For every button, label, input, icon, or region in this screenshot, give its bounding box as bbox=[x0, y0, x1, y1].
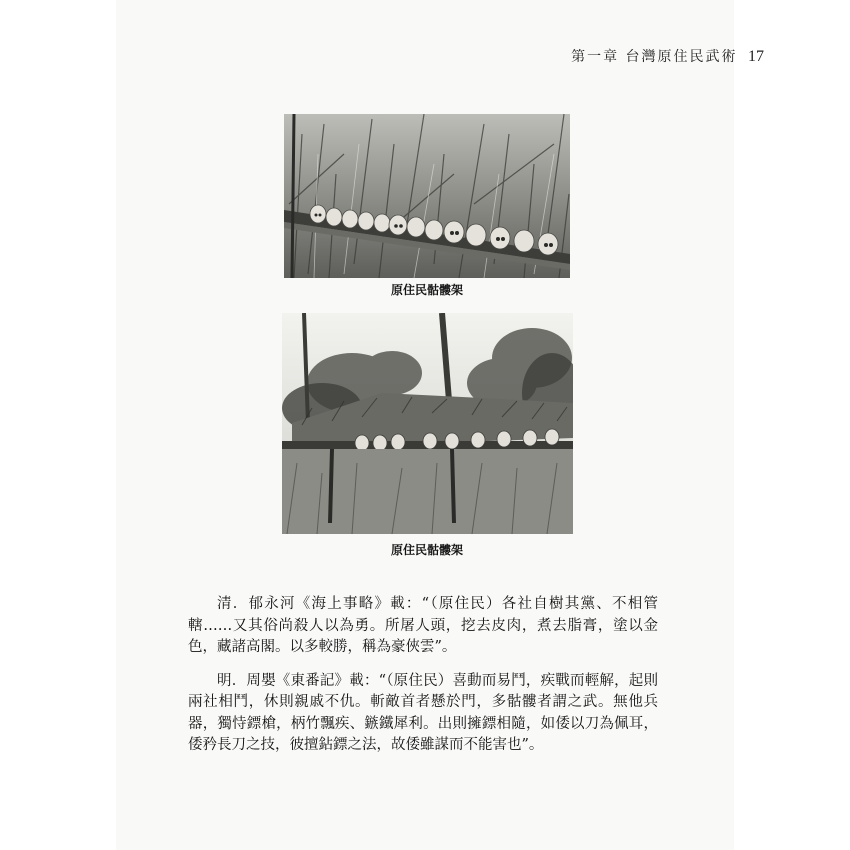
running-header bbox=[571, 46, 764, 66]
skull-rack-photo-1 bbox=[284, 114, 570, 278]
page-number: 17 bbox=[748, 48, 764, 65]
chapter-title: 第一章 台灣原住民武術 bbox=[571, 49, 738, 65]
body-text bbox=[188, 594, 658, 769]
photo-caption-1: 原住民骷髏架 bbox=[390, 283, 463, 297]
skull-rack-photo-2 bbox=[282, 313, 573, 534]
paragraph: 明．周嬰《東番記》載：“（原住民）喜動而易鬥，疾戰而輕解，起則兩社相鬥，休則親戚不仇。斬敵首者懸於門，多骷髏者謂之武。無他兵器，獨恃鏢槍，柄竹飄疾、鏃鐵犀利。出則擁鏢相隨，如倭以刀為佩耳，倭矜長刀之技，彼擅鉆鏢之法，故倭雖謀而不能害也”。 bbox=[188, 672, 658, 753]
skull-rack-photo-1-image bbox=[284, 114, 570, 278]
skull-rack-photo-2-image bbox=[282, 313, 573, 534]
paragraph: 清．郁永河《海上事略》載：“（原住民）各社自樹其黨、不相管轄……又其俗尚殺人以為勇。所屠人頭，挖去皮肉，煮去脂膏，塗以金色，藏諸高閣。以多較勝，稱為豪俠雲”。 bbox=[188, 596, 658, 655]
photo-caption-2: 原住民骷髏架 bbox=[390, 543, 463, 557]
